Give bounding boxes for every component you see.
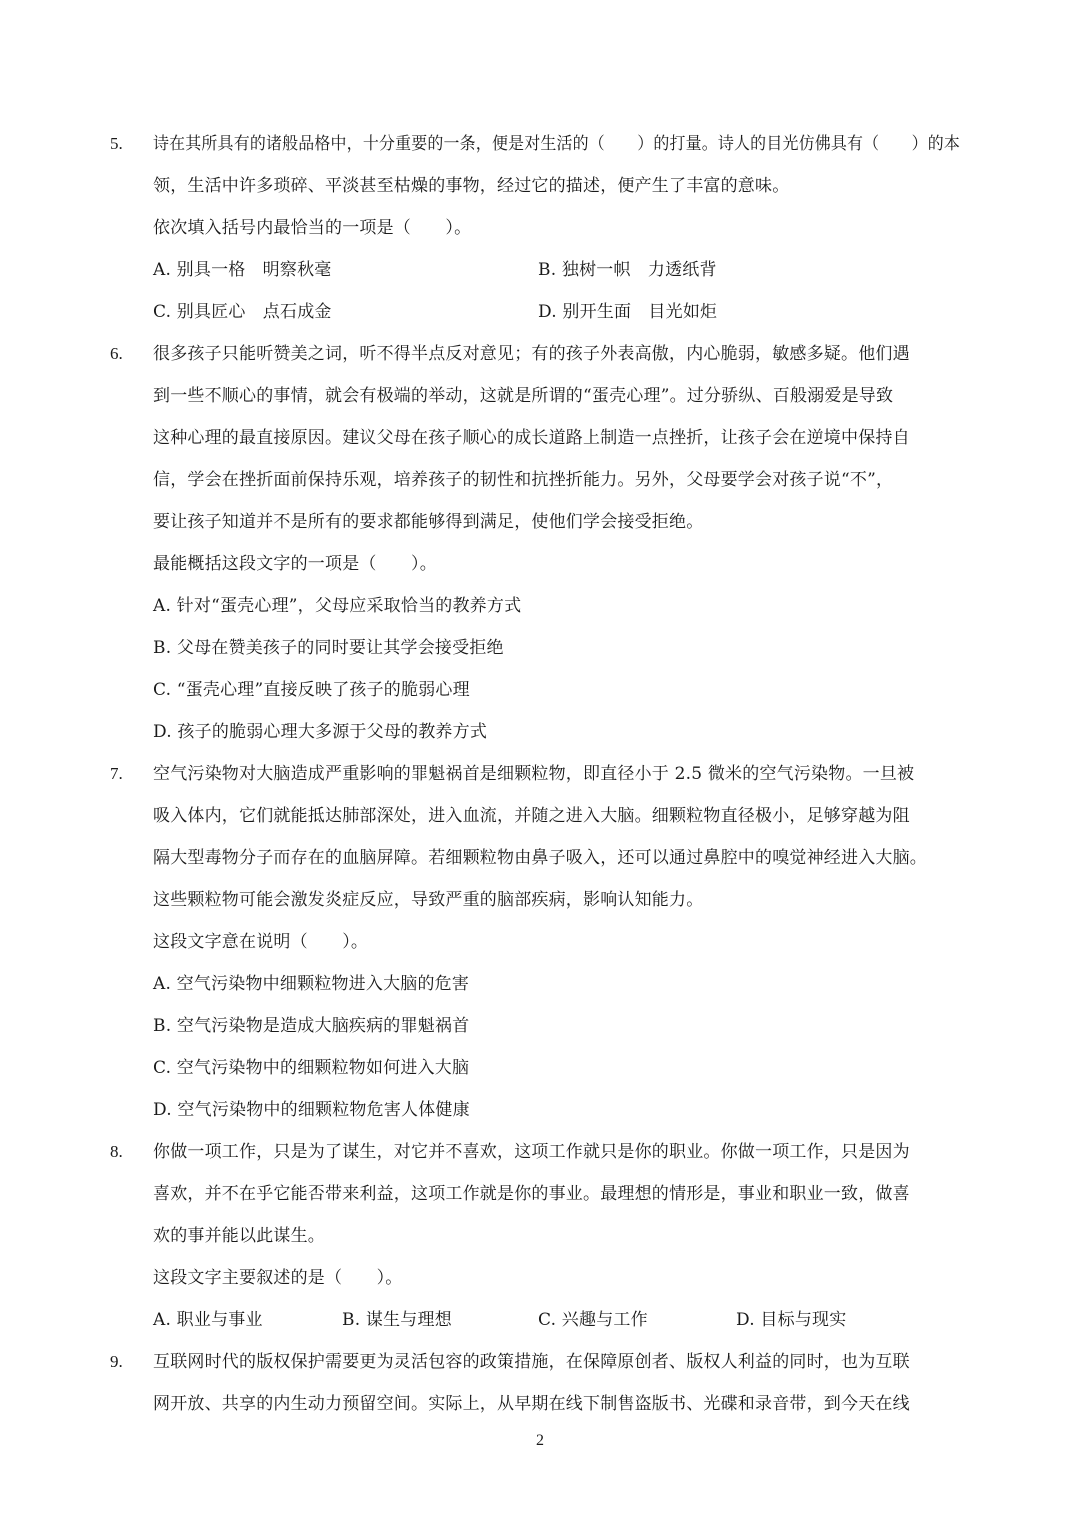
question-prompt: 这段文字意在说明（ ）。 — [153, 932, 369, 952]
option-c: C. 兴趣与工作 — [538, 1310, 648, 1330]
question-prompt: 依次填入括号内最恰当的一项是（ ）。 — [153, 218, 472, 238]
option-d: D. 别开生面 目光如炬 — [538, 302, 718, 322]
option-d: D. 目标与现实 — [736, 1310, 847, 1330]
option-b: B. 独树一帜 力透纸背 — [538, 260, 717, 280]
option-a: A. 针对“蛋壳心理”，父母应采取恰当的教养方式 — [153, 596, 522, 616]
option-d: D. 空气污染物中的细颗粒物危害人体健康 — [153, 1100, 470, 1120]
question-number: 5. — [110, 134, 123, 153]
question-prompt: 这段文字主要叙述的是（ ）。 — [153, 1268, 403, 1288]
option-b: B. 谋生与理想 — [342, 1310, 452, 1330]
question-stem-line: 到一些不顺心的事情，就会有极端的举动，这就是所谓的“蛋壳心理”。过分骄纵、百般溺爱是导致 — [153, 386, 894, 406]
question-number: 6. — [110, 344, 123, 363]
question-stem-line: 吸入体内，它们就能抵达肺部深处，进入血流，并随之进入大脑。细颗粒物直径极小，足够穿越为阻 — [153, 806, 910, 826]
option-c: C. “蛋壳心理”直接反映了孩子的脆弱心理 — [153, 680, 470, 700]
option-b: B. 空气污染物是造成大脑疾病的罪魁祸首 — [153, 1016, 470, 1036]
question-prompt: 最能概括这段文字的一项是（ ）。 — [153, 554, 437, 574]
option-d: D. 孩子的脆弱心理大多源于父母的教养方式 — [153, 722, 488, 742]
question-stem-line: 要让孩子知道并不是所有的要求都能够得到满足，使他们学会接受拒绝。 — [153, 512, 704, 532]
question-stem-line: 空气污染物对大脑造成严重影响的罪魁祸首是细颗粒物，即直径小于 2.5 微米的空气污染物。一旦被 — [153, 764, 915, 784]
question-stem-line: 这种心理的最直接原因。建议父母在孩子顺心的成长道路上制造一点挫折，让孩子会在逆境中保持自 — [153, 428, 910, 448]
option-b: B. 父母在赞美孩子的同时要让其学会接受拒绝 — [153, 638, 504, 658]
question-stem-line: 信，学会在挫折面前保持乐观，培养孩子的韧性和抗挫折能力。另外，父母要学会对孩子说“不”， — [153, 470, 894, 490]
question-stem-line: 诗在其所具有的诸般品格中，十分重要的一条，便是对生活的（ ）的打量。诗人的目光仿佛具有（ ）的本 — [153, 134, 960, 154]
question-stem-line: 这些颗粒物可能会激发炎症反应，导致严重的脑部疾病，影响认知能力。 — [153, 890, 704, 910]
question-stem-line: 你做一项工作，只是为了谋生，对它并不喜欢，这项工作就只是你的职业。你做一项工作，只是因为 — [153, 1142, 910, 1162]
question-number: 9. — [110, 1352, 123, 1371]
question-stem-line: 欢的事并能以此谋生。 — [153, 1226, 325, 1246]
option-a: A. 别具一格 明察秋毫 — [153, 260, 332, 280]
page-number: 2 — [536, 1432, 544, 1449]
question-stem-line: 网开放、共享的内生动力预留空间。实际上，从早期在线下制售盗版书、光碟和录音带，到今天在线 — [153, 1394, 910, 1414]
question-number: 8. — [110, 1142, 123, 1161]
question-number: 7. — [110, 764, 123, 783]
option-c: C. 空气污染物中的细颗粒物如何进入大脑 — [153, 1058, 470, 1078]
question-stem-line: 喜欢，并不在乎它能否带来利益，这项工作就是你的事业。最理想的情形是，事业和职业一致，做喜 — [153, 1184, 910, 1204]
question-stem-line: 互联网时代的版权保护需要更为灵活包容的政策措施，在保障原创者、版权人利益的同时，也为互联 — [153, 1352, 910, 1372]
question-stem-line: 很多孩子只能听赞美之词，听不得半点反对意见；有的孩子外表高傲，内心脆弱，敏感多疑。他们遇 — [153, 344, 910, 364]
question-stem-line: 隔大型毒物分子而存在的血脑屏障。若细颗粒物由鼻子吸入，还可以通过鼻腔中的嗅觉神经进入大脑。 — [153, 848, 927, 868]
option-a: A. 空气污染物中细颗粒物进入大脑的危害 — [153, 974, 470, 994]
question-stem-line: 领，生活中许多琐碎、平淡甚至枯燥的事物，经过它的描述，便产生了丰富的意味。 — [153, 176, 790, 196]
option-a: A. 职业与事业 — [153, 1310, 263, 1330]
option-c: C. 别具匠心 点石成金 — [153, 302, 332, 322]
